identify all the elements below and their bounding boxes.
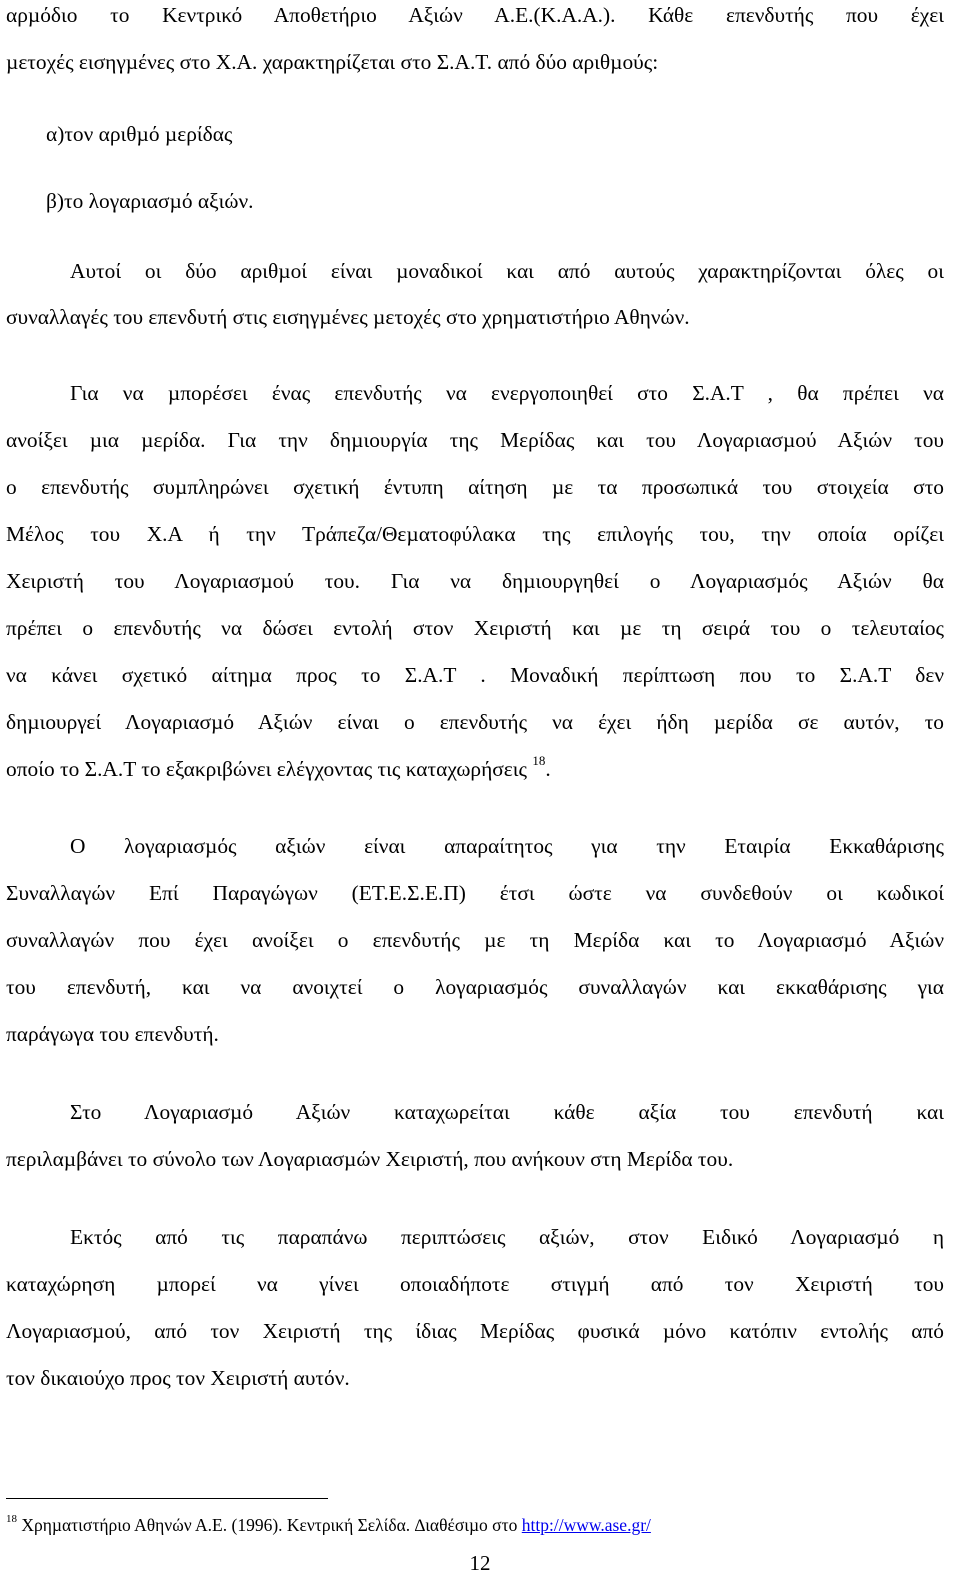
p1-line-2: µετοχές εισηγµένες στο Χ.Α. χαρακτηρίζεται στο Σ.Α.Τ. από δύο αριθµούς: bbox=[6, 50, 659, 74]
page-number: 12 bbox=[469, 1551, 491, 1575]
p3-line-9-text: οποίο το Σ.Α.Τ το εξακριβώνει ελέγχοντας τις καταχωρήσεις bbox=[6, 757, 528, 781]
p6-line-3: Λογαριασµού, από τον Χειριστή της ίδιας Μερίδας φυσικά µόνο κατόπιν εντολής από bbox=[6, 1319, 944, 1343]
p3-line-5: Χειριστή του Λογαριασµού του. Για να δηµιουργηθεί ο Λογαριασµός Αξιών θα bbox=[6, 569, 944, 593]
footnote-separator bbox=[6, 1498, 328, 1499]
footnote-link[interactable]: http://www.ase.gr/ bbox=[521, 1515, 651, 1535]
footnote-ref: 18 bbox=[532, 753, 546, 768]
p3-line-7: να κάνει σχετικό αίτηµα προς το Σ.Α.Τ . Μοναδική περίπτωση που το Σ.Α.Τ δεν bbox=[6, 663, 944, 687]
p2-line-2: συναλλαγές του επενδυτή στις εισηγµένες µετοχές στο χρηµατιστήριο Αθηνών. bbox=[6, 305, 690, 329]
p6-line-2: καταχώρηση µπορεί να γίνει οποιαδήποτε στιγµή από τον Χειριστή του bbox=[6, 1272, 944, 1296]
p3-line-1: Για να µπορέσει ένας επενδυτής να ενεργοποιηθεί στο Σ.Α.Τ , θα πρέπει να bbox=[70, 381, 944, 405]
p2-line-1: Αυτοί οι δύο αριθµοί είναι µοναδικοί και από αυτούς χαρακτηρίζονται όλες οι bbox=[70, 259, 944, 283]
p3-line-9 bbox=[6, 754, 944, 784]
footnote bbox=[6, 1513, 651, 1537]
p3-line-4: Μέλος του Χ.Α ή την Τράπεζα/Θεµατοφύλακα της επιλογής του, την οποία ορίζει bbox=[6, 522, 944, 546]
p4-line-2: Συναλλαγών Επί Παραγώγων (ΕΤ.Ε.Σ.Ε.Π) έτσι ώστε να συνδεθούν οι κωδικοί bbox=[6, 881, 944, 905]
p4-line-3: συναλλαγών που έχει ανοίξει ο επενδυτής µε τη Μερίδα και το Λογαριασµό Αξιών bbox=[6, 928, 944, 952]
p3-line-2: ανοίξει µια µερίδα. Για την δηµιουργία της Μερίδας και του Λογαριασµού Αξιών του bbox=[6, 428, 944, 452]
p3-line-6: πρέπει ο επενδυτής να δώσει εντολή στον Χειριστή και µε τη σειρά του ο τελευταίος bbox=[6, 616, 944, 640]
p3-line-8: δηµιουργεί Λογαριασµό Αξιών είναι ο επενδυτής να έχει ήδη µερίδα σε αυτόν, το bbox=[6, 710, 944, 734]
p4-line-4: του επενδυτή, και να ανοιχτεί ο λογαριασµός συναλλαγών και εκκαθάρισης για bbox=[6, 975, 944, 999]
p1-line-1: αρµόδιο το Κεντρικό Αποθετήριο Αξιών Α.Ε.(Κ.Α.Α.). Κάθε επενδυτής που έχει bbox=[6, 3, 944, 27]
list-item-b: β)το λογαριασµό αξιών. bbox=[46, 189, 254, 213]
list-item-a: α)τον αριθµό µερίδας bbox=[46, 122, 233, 146]
p4-line-5: παράγωγα του επενδυτή. bbox=[6, 1022, 219, 1046]
footnote-text: Χρηµατιστήριο Αθηνών Α.Ε. (1996). Κεντρική Σελίδα. ∆ιαθέσιµο στο bbox=[17, 1515, 522, 1535]
p4-line-1: Ο λογαριασµός αξιών είναι απαραίτητος για την Εταιρία Εκκαθάρισης bbox=[70, 834, 944, 858]
p3-line-9-end: . bbox=[545, 757, 551, 781]
p5-line-2: περιλαµβάνει το σύνολο των Λογαριασµών Χειριστή, που ανήκουν στη Μερίδα του. bbox=[6, 1147, 734, 1171]
p6-line-1: Εκτός από τις παραπάνω περιπτώσεις αξιών, στον Ειδικό Λογαριασµό η bbox=[70, 1225, 944, 1249]
p6-line-4: τον δικαιούχο προς τον Χειριστή αυτόν. bbox=[6, 1366, 350, 1390]
p3-line-3: ο επενδυτής συµπληρώνει σχετική έντυπη αίτηση µε τα προσωπικά του στοιχεία στο bbox=[6, 475, 944, 499]
p5-line-1: Στο Λογαριασµό Αξιών καταχωρείται κάθε αξία του επενδυτή και bbox=[70, 1100, 944, 1124]
footnote-number: 18 bbox=[6, 1513, 17, 1525]
